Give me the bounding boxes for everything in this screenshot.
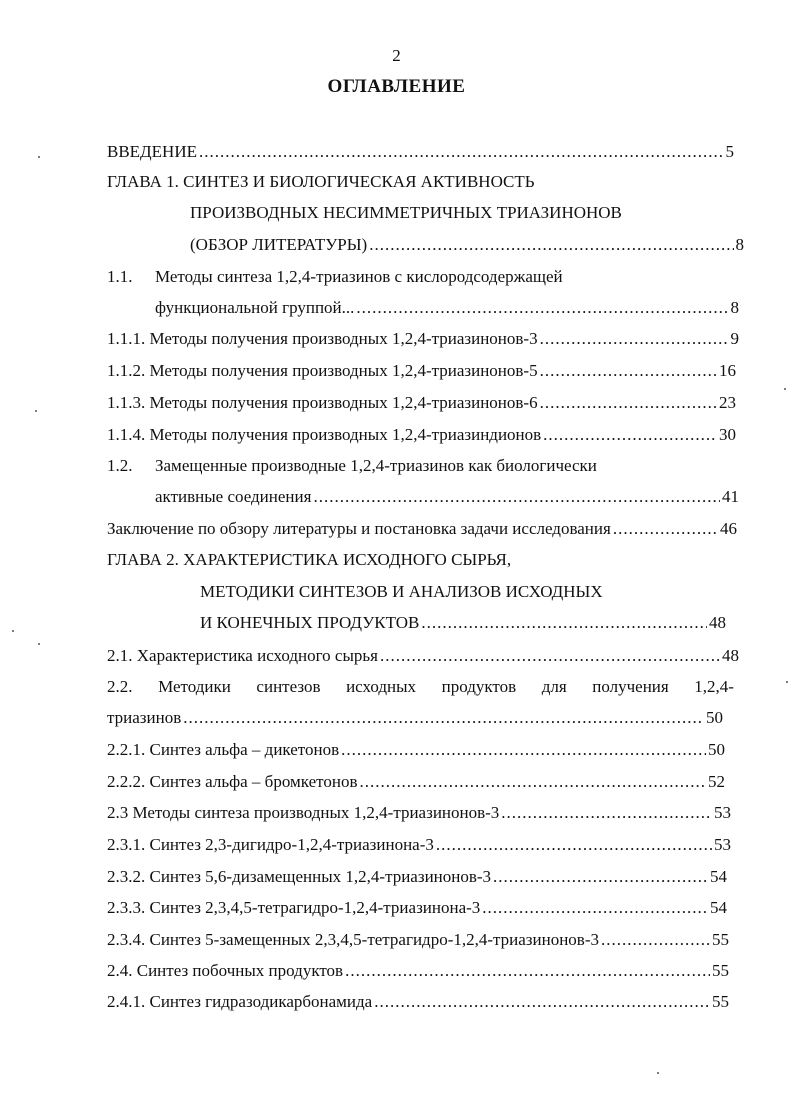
- toc-entry-text: 2.3.4. Синтез 5-замещенных 2,3,4,5-тетрагидро-1,2,4-триазинонов-3: [107, 930, 599, 949]
- toc-entry-text: ГЛАВА 2. ХАРАКТЕРИСТИКА ИСХОДНОГО СЫРЬЯ,: [107, 550, 512, 569]
- toc-entry-text: (ОБЗОР ЛИТЕРАТУРЫ): [190, 235, 368, 254]
- toc-entry-text: 2.2.2. Синтез альфа – бромкетонов: [107, 772, 358, 791]
- dot-leader: [374, 991, 710, 1013]
- dot-leader: [501, 802, 712, 824]
- toc-entry-page: 46: [720, 519, 737, 538]
- toc-entry-2-2-2: [107, 771, 725, 793]
- toc-entry-1-1: [107, 266, 734, 288]
- toc-entry-word: Методики: [158, 677, 231, 696]
- dot-leader: [601, 929, 710, 951]
- toc-entry-1-2-cont: [155, 486, 739, 508]
- scan-speck: [38, 643, 40, 645]
- toc-entry-1-1-1: [107, 328, 739, 350]
- toc-entry-page: 55: [712, 992, 729, 1011]
- dot-leader: [341, 739, 706, 761]
- toc-chapter-2-line-2: [200, 581, 734, 603]
- dot-leader: [356, 297, 728, 319]
- toc-entry-page: 55: [712, 930, 729, 949]
- toc-entry-text: 1.1.3. Методы получения производных 1,2,4-триазинонов-6: [107, 393, 538, 412]
- toc-entry-page: 41: [722, 487, 739, 506]
- toc-entry-text: 2.4. Синтез побочных продуктов: [107, 961, 344, 980]
- toc-entry-page: 16: [719, 361, 736, 380]
- toc-entry-text: 2.4.1. Синтез гидразодикарбонамида: [107, 992, 373, 1011]
- toc-entry-page: 48: [709, 613, 726, 632]
- toc-entry-text: ПРОИЗВОДНЫХ НЕСИММЕТРИЧНЫХ ТРИАЗИНОНОВ: [190, 203, 622, 222]
- toc-entry-word: для: [541, 677, 567, 696]
- dot-leader: [359, 771, 706, 793]
- toc-entry-conclusion: [107, 518, 737, 540]
- toc-entry-text: 1.1.1. Методы получения производных 1,2,4-триазинонов-3: [107, 329, 538, 348]
- toc-entry-text: 2.1. Характеристика исходного сырья: [107, 646, 378, 665]
- toc-entry-text: Заключение по обзору литературы и постановка задачи исследования: [107, 519, 611, 538]
- toc-entry-1-1-cont: [155, 297, 739, 319]
- toc-chapter-2-line-3: [200, 612, 726, 634]
- toc-entry-word: исходных: [346, 677, 417, 696]
- dot-leader: [183, 707, 704, 729]
- toc-entry-page: 50: [706, 708, 723, 727]
- toc-chapter-2-line-1: [107, 549, 734, 571]
- dot-leader: [540, 328, 729, 350]
- page-number: 2: [392, 46, 401, 65]
- toc-entry-2-4: [107, 960, 729, 982]
- toc-entry-word: продуктов: [441, 677, 517, 696]
- toc-entry-page: 52: [708, 772, 725, 791]
- scan-speck: [35, 410, 37, 412]
- toc-entry-text: И КОНЕЧНЫХ ПРОДУКТОВ: [200, 613, 420, 632]
- toc-entry-number: 1.1.: [107, 267, 133, 286]
- dot-leader: [345, 960, 710, 982]
- toc-entry-page: 48: [722, 646, 739, 665]
- toc-entry-text: триазинов: [107, 708, 182, 727]
- toc-entry-page: 23: [719, 393, 736, 412]
- dot-leader: [380, 645, 720, 667]
- toc-entry-word: синтезов: [256, 677, 321, 696]
- toc-entry-text: функциональной группой...: [155, 298, 355, 317]
- toc-entry-2-3-1: [107, 834, 731, 856]
- toc-entry-2-3-2: [107, 866, 727, 888]
- toc-entry-2-2-1: [107, 739, 725, 761]
- toc-entry-2-2-cont: [107, 707, 723, 729]
- toc-entry-text: 2.3.3. Синтез 2,3,4,5-тетрагидро-1,2,4-триазинона-3: [107, 898, 481, 917]
- dot-leader: [313, 486, 720, 508]
- toc-entry-2-3: [107, 802, 731, 824]
- toc-entry-page: 5: [725, 142, 734, 161]
- toc-chapter-1-line-1: [107, 171, 734, 193]
- toc-entry-page: 53: [714, 835, 731, 854]
- toc-entry-1-1-2: [107, 360, 736, 382]
- scan-speck: [786, 681, 788, 683]
- toc-entry-text: 2.2.1. Синтез альфа – дикетонов: [107, 740, 340, 759]
- toc-entry-number: 1.2.: [107, 456, 133, 475]
- scan-speck: [12, 630, 14, 632]
- dot-leader: [540, 360, 717, 382]
- toc-entry-1-1-3: [107, 392, 736, 414]
- toc-entry-2-1: [107, 645, 739, 667]
- scan-speck: [38, 156, 40, 158]
- toc-entry-2-4-1: [107, 991, 729, 1013]
- scan-speck: [657, 1072, 659, 1074]
- dot-leader: [482, 897, 708, 919]
- toc-entry-text: активные соединения: [155, 487, 312, 506]
- toc-entry-page: 54: [710, 898, 727, 917]
- scan-speck: [784, 388, 786, 390]
- toc-entry-page: 55: [712, 961, 729, 980]
- toc-entry-page: 54: [710, 867, 727, 886]
- toc-entry-text: 1.1.4. Методы получения производных 1,2,4-триазиндионов: [107, 425, 542, 444]
- toc-entry-text: Методы синтеза 1,2,4-триазинов с кислородсодержащей: [155, 267, 563, 286]
- toc-entry-text: 1.1.2. Методы получения производных 1,2,4-триазинонов-5: [107, 361, 538, 380]
- dot-leader: [543, 424, 717, 446]
- dot-leader: [369, 234, 733, 256]
- toc-entry-1-2: [107, 455, 734, 477]
- toc-entry-intro: [107, 141, 734, 163]
- toc-entry-page: 30: [719, 425, 736, 444]
- toc-entry-2-3-4: [107, 929, 729, 951]
- dot-leader: [436, 834, 712, 856]
- toc-entry-word: 1,2,4-: [694, 677, 734, 696]
- dot-leader: [493, 866, 708, 888]
- toc-entry-page: 50: [708, 740, 725, 759]
- toc-entry-word: получения: [592, 677, 669, 696]
- toc-entry-2-2: [107, 676, 734, 698]
- toc-entry-word: 2.2.: [107, 677, 133, 696]
- toc-entry-text: ВВЕДЕНИЕ: [107, 142, 197, 161]
- toc-entry-page: 8: [730, 298, 739, 317]
- toc-entry-text: МЕТОДИКИ СИНТЕЗОВ И АНАЛИЗОВ ИСХОДНЫХ: [200, 582, 603, 601]
- toc-entry-page: 9: [730, 329, 739, 348]
- toc-entry-text: 2.3 Методы синтеза производных 1,2,4-триазинонов-3: [107, 803, 500, 822]
- toc-entry-text: ГЛАВА 1. СИНТЕЗ И БИОЛОГИЧЕСКАЯ АКТИВНОСТЬ: [107, 172, 535, 191]
- toc-entry-2-3-3: [107, 897, 727, 919]
- dot-leader: [613, 518, 718, 540]
- toc-entry-text: 2.3.1. Синтез 2,3-дигидро-1,2,4-триазинона-3: [107, 835, 434, 854]
- toc-entry-page: 53: [714, 803, 731, 822]
- page-title: ОГЛАВЛЕНИЕ: [327, 76, 466, 97]
- dot-leader: [199, 141, 724, 163]
- toc-entry-text: Замещенные производные 1,2,4-триазинов как биологически: [155, 456, 597, 475]
- toc-entry-text: 2.3.2. Синтез 5,6-дизамещенных 1,2,4-триазинонов-3: [107, 867, 492, 886]
- dot-leader: [421, 612, 707, 634]
- toc-chapter-1-line-2: [190, 202, 734, 224]
- toc-chapter-1-line-3: [190, 234, 744, 256]
- dot-leader: [540, 392, 717, 414]
- toc-entry-1-1-4: [107, 424, 736, 446]
- toc-entry-page: 8: [735, 235, 744, 254]
